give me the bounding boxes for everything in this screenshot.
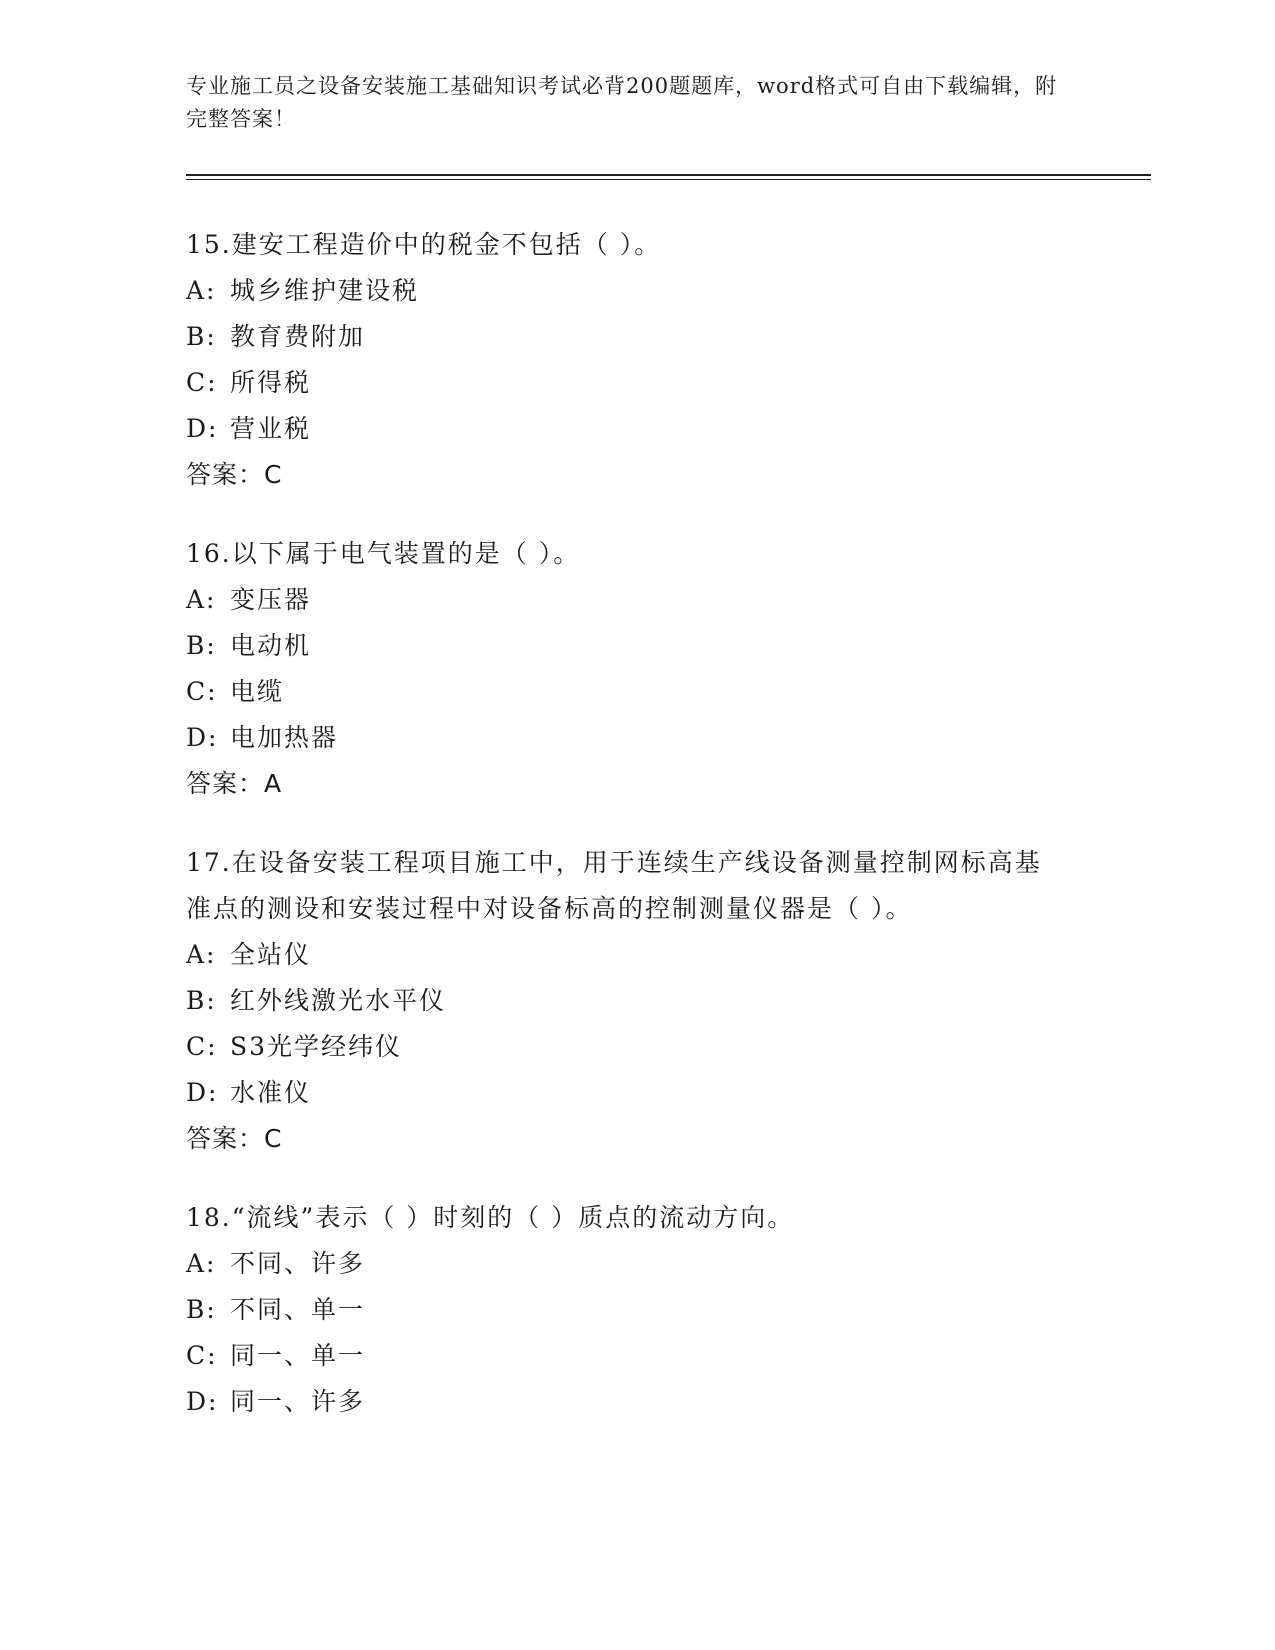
divider-line-thin [186, 179, 1151, 180]
option-text: 城乡维护建设税 [230, 276, 420, 305]
option-letter: C: [186, 1341, 218, 1370]
option-d [186, 406, 1151, 452]
option-letter: D: [186, 414, 219, 443]
option-letter: D: [186, 1387, 219, 1416]
question-number: 18. [186, 1203, 232, 1232]
question-number: 16. [186, 539, 232, 568]
option-text: 红外线激光水平仪 [230, 986, 447, 1015]
option-letter: B: [186, 631, 217, 660]
header-divider [186, 174, 1151, 180]
option-a [186, 1241, 1151, 1287]
question-text: “流线”表示（ ）时刻的（ ）质点的流动方向。 [231, 1203, 795, 1232]
question-list [186, 222, 1151, 1425]
option-text: 教育费附加 [230, 322, 366, 351]
document-header-title: 专业施工员之设备安装施工基础知识考试必背200题题库，word格式可自由下载编辑，附完整答案！ [186, 74, 1058, 131]
document-page [186, 70, 1151, 1458]
option-letter: D: [186, 723, 219, 752]
option-text: 同一、许多 [230, 1387, 366, 1416]
option-text: 不同、单一 [230, 1295, 366, 1324]
option-text: 营业税 [230, 414, 312, 443]
divider-line-thick [186, 174, 1151, 176]
option-b [186, 978, 1151, 1024]
answer-line: 答案：C [186, 460, 283, 489]
option-text: 同一、单一 [230, 1341, 366, 1370]
option-letter: D: [186, 1078, 219, 1107]
option-letter: C: [186, 677, 218, 706]
answer-line: 答案：C [186, 1124, 283, 1153]
option-text: 不同、许多 [230, 1249, 366, 1278]
option-text: 所得税 [230, 368, 312, 397]
option-text: 电加热器 [230, 723, 339, 752]
question-stem [186, 222, 1066, 268]
option-d [186, 1379, 1151, 1425]
question-text: 建安工程造价中的税金不包括（ ）。 [231, 230, 662, 259]
question-18 [186, 1195, 1151, 1425]
option-text: 全站仪 [230, 940, 312, 969]
answer-line: 答案：A [186, 769, 283, 798]
option-b [186, 314, 1151, 360]
question-number: 15. [186, 230, 232, 259]
option-text: 电动机 [230, 631, 312, 660]
question-15 [186, 222, 1151, 498]
question-stem [186, 531, 1066, 577]
question-17 [186, 840, 1151, 1162]
option-c [186, 1333, 1151, 1379]
question-text: 以下属于电气装置的是（ ）。 [231, 539, 581, 568]
option-b [186, 1287, 1151, 1333]
question-stem [186, 840, 1066, 932]
option-letter: C: [186, 1032, 218, 1061]
question-number: 17. [186, 848, 232, 877]
option-letter: A: [186, 940, 217, 969]
option-text: 电缆 [230, 677, 285, 706]
question-text: 在设备安装工程项目施工中，用于连续生产线设备测量控制网标高基准点的测设和安装过程中对设备标高的控制测量仪器是（ ）。 [186, 848, 1042, 923]
option-letter: A: [186, 1249, 217, 1278]
option-letter: C: [186, 368, 218, 397]
option-letter: A: [186, 276, 217, 305]
option-d [186, 1070, 1151, 1116]
option-b [186, 623, 1151, 669]
option-text: 水准仪 [230, 1078, 312, 1107]
option-d [186, 715, 1151, 761]
option-c [186, 669, 1151, 715]
option-letter: B: [186, 322, 217, 351]
question-stem [186, 1195, 1066, 1241]
option-text: 变压器 [230, 585, 312, 614]
option-a [186, 577, 1151, 623]
option-c [186, 360, 1151, 406]
option-text: S3光学经纬仪 [230, 1032, 403, 1061]
option-letter: B: [186, 1295, 217, 1324]
question-16 [186, 531, 1151, 807]
option-a [186, 268, 1151, 314]
option-a [186, 932, 1151, 978]
option-letter: B: [186, 986, 217, 1015]
option-c [186, 1024, 1151, 1070]
option-letter: A: [186, 585, 217, 614]
